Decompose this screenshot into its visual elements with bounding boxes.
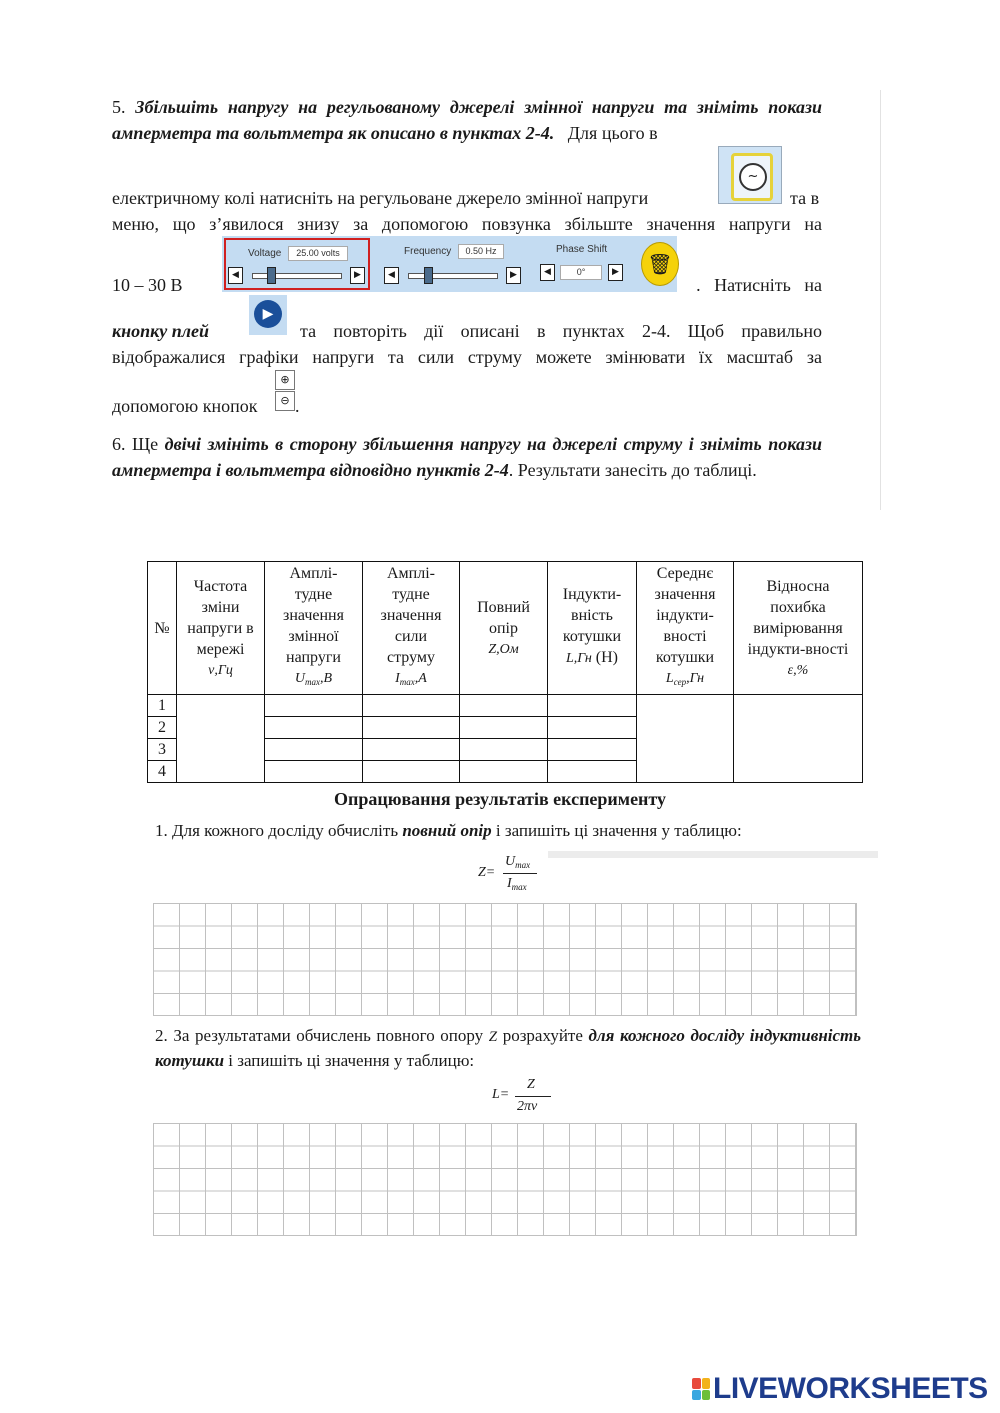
step5-text: Для цього в [567, 123, 658, 143]
relative-error-cell[interactable] [734, 695, 863, 783]
voltage-cell[interactable] [265, 717, 363, 739]
impedance-cell[interactable] [460, 695, 548, 717]
formula2-lhs: L= [492, 1087, 510, 1102]
ac-source-button[interactable] [718, 146, 782, 204]
work-grid-2[interactable] [153, 1123, 857, 1236]
step5-paragraph [112, 94, 822, 146]
formula1-denominator: $I_{max}$ [507, 876, 527, 892]
voltage-cell[interactable] [265, 761, 363, 783]
inductance-cell[interactable] [548, 717, 637, 739]
voltage-increase-button[interactable]: ▶ [350, 267, 365, 284]
voltage-value: 25.00 volts [288, 246, 348, 261]
header-relative-error: Відносна похибка вимірювання індукти-вності ε,% [734, 562, 863, 695]
step5-line2b: та в [790, 188, 820, 208]
formula2-numerator: Z [527, 1077, 535, 1092]
step6-number: 6. Ще [112, 434, 159, 454]
table-header-row [148, 562, 863, 695]
results-table [147, 561, 863, 783]
voltage-decrease-button[interactable]: ◀ [228, 267, 243, 284]
header-inductance: Індукти-вність котушки L,Гн (Н) [548, 562, 637, 695]
row-number: 4 [148, 761, 177, 783]
frequency-cell[interactable] [177, 695, 265, 783]
step5-line6: відображалися графіки напруги та сили струму можете змінювати їх масштаб за [112, 347, 822, 367]
inductance-cell[interactable] [548, 695, 637, 717]
frequency-slider-track[interactable] [408, 273, 498, 279]
processing-item-2: 2. За результатами обчислень повного опору Z розрахуйте для кожного досліду індуктивність котушки і запишіть ці значення у таблицю: [155, 1026, 862, 1070]
work-grid-1[interactable] [153, 903, 857, 1016]
voltage-cell[interactable] [265, 695, 363, 717]
phase-shift-value[interactable]: 0° [560, 265, 602, 280]
step5-line7-end: . [295, 396, 300, 416]
step5-line3: меню, що з’явилося знизу за допомогою повзунка збільште значення напруги на [112, 214, 822, 234]
header-impedance: Повний опір Z,Ом [460, 562, 548, 695]
row-number: 2 [148, 717, 177, 739]
row-number: 3 [148, 739, 177, 761]
header-voltage-amplitude: Амплі-тудне значення змінної напруги $U_{max},В$ [265, 562, 363, 695]
step6-paragraph [112, 431, 822, 483]
frequency-slider-thumb[interactable] [424, 267, 433, 284]
formula2-denominator: 2πν [517, 1099, 538, 1114]
play-button[interactable] [249, 295, 287, 335]
formula2-bar [515, 1096, 551, 1097]
phase-increase-button[interactable]: ▶ [608, 264, 623, 281]
voltage-label: Voltage [248, 248, 282, 259]
voltage-cell[interactable] [265, 739, 363, 761]
average-inductance-cell[interactable] [637, 695, 734, 783]
voltage-highlight-box [224, 238, 370, 290]
inductance-cell[interactable] [548, 739, 637, 761]
page-edge-line [880, 90, 881, 510]
step5-line5b: та повторіть дії описані в пунктах 2-4. Щоб правильно [300, 321, 822, 341]
current-cell[interactable] [363, 717, 460, 739]
frequency-decrease-button[interactable]: ◀ [384, 267, 399, 284]
frequency-label: Frequency [404, 246, 452, 257]
current-cell[interactable] [363, 761, 460, 783]
step6-text: . Результати занесіть до таблиці. [508, 460, 757, 480]
impedance-cell[interactable] [460, 761, 548, 783]
processing-item-1: 1. Для кожного досліду обчисліть повний опір і запишіть ці значення у таблицю: [155, 821, 742, 840]
current-cell[interactable] [363, 695, 460, 717]
impedance-cell[interactable] [460, 739, 548, 761]
step5-line4b: . Натисніть на [696, 275, 822, 295]
logo-icon [692, 1378, 710, 1400]
phase-shift-label: Phase Shift [556, 244, 608, 255]
phase-decrease-button[interactable]: ◀ [540, 264, 555, 281]
frequency-increase-button[interactable]: ▶ [506, 267, 521, 284]
current-cell[interactable] [363, 739, 460, 761]
play-icon: ▶ [254, 300, 282, 328]
processing-heading: Опрацювання результатів експерименту [333, 789, 667, 809]
formula1-bar [503, 873, 537, 874]
step5-bold-text: Збільшіть напругу на регульованому джерелі змінної напруги та зніміть покази амперметра та вольтметра як описано в пунктах 2-4. [112, 97, 823, 143]
step5-line2a: електричному колі натисніть на регульоване джерело змінної напруги [112, 188, 649, 208]
zoom-in-icon[interactable]: ⊕ [275, 370, 295, 390]
frequency-value: 0.50 Hz [458, 244, 504, 259]
grey-strip [548, 851, 878, 858]
formula1-numerator: $U_{max}$ [505, 854, 531, 870]
row-number: 1 [148, 695, 177, 717]
logo-text: LIVEWORKSHEETS [713, 1372, 988, 1405]
step5-line4a: 10 – 30 В [112, 275, 183, 295]
liveworksheets-logo[interactable] [692, 1372, 988, 1406]
trash-icon[interactable]: 🗑 [641, 242, 679, 286]
step5-line7: допомогою кнопок [112, 396, 258, 416]
impedance-cell[interactable] [460, 717, 548, 739]
step6-bold-text: двічі змініть в сторону збільшення напругу на джерелі струму і зніміть покази амперметра і вольтметра відповідно пунктів 2-4 [112, 434, 822, 480]
step5-play-label: кнопку плей [112, 321, 209, 341]
ac-source-icon: ~ [739, 163, 767, 191]
header-current-amplitude: Амплі-тудне значення сили струму $I_{max},А$ [363, 562, 460, 695]
ac-source-frame [731, 153, 773, 201]
header-frequency: Частота зміни напруги в мережі ν,Гц [177, 562, 265, 695]
header-num: № [148, 562, 177, 695]
table-row [148, 695, 863, 717]
zoom-out-icon[interactable]: ⊖ [275, 391, 295, 411]
formula1-lhs: Z= [478, 865, 496, 880]
step5-number: 5. [112, 97, 126, 117]
header-average-inductance: Середнє значення індукти-вності котушки $L_{сер},Гн$ [637, 562, 734, 695]
inductance-cell[interactable] [548, 761, 637, 783]
